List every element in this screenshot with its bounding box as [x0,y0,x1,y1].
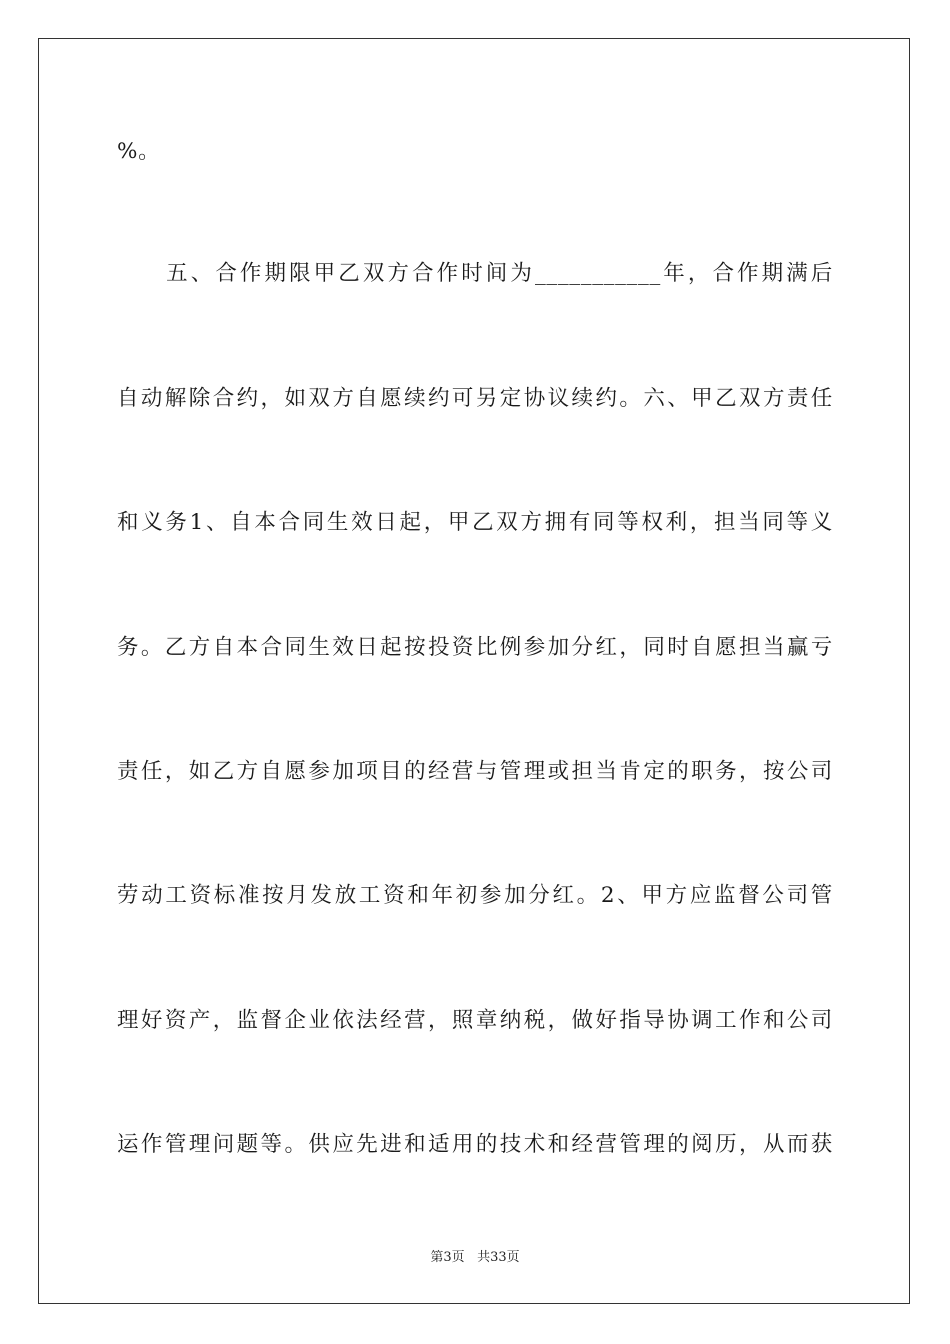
page-border [38,38,910,1304]
body-line-8: 理好资产，监督企业依法经营，照章纳税，做好指导协调工作和公司 [117,1008,833,1033]
body-line-2: 五、合作期限甲乙双方合作时间为___________年，合作期满后 [117,261,833,286]
body-line-4: 和义务1、自本合同生效日起，甲乙双方拥有同等权利，担当同等义 [117,510,833,535]
page-footer [0,1249,950,1267]
page-total: 共33页 [477,1250,520,1265]
page-number: 第3页 [430,1250,465,1265]
body-line-1: %。 [117,139,161,164]
body-line-9: 运作管理问题等。供应先进和适用的技术和经营管理的阅历，从而获 [117,1132,833,1157]
body-line-5: 务。乙方自本合同生效日起按投资比例参加分红，同时自愿担当赢亏 [117,635,833,660]
body-line-3: 自动解除合约，如双方自愿续约可另定协议续约。六、甲乙双方责任 [117,386,833,411]
body-line-6: 责任，如乙方自愿参加项目的经营与管理或担当肯定的职务，按公司 [117,759,833,784]
body-line-7: 劳动工资标准按月发放工资和年初参加分红。2、甲方应监督公司管 [117,883,833,908]
